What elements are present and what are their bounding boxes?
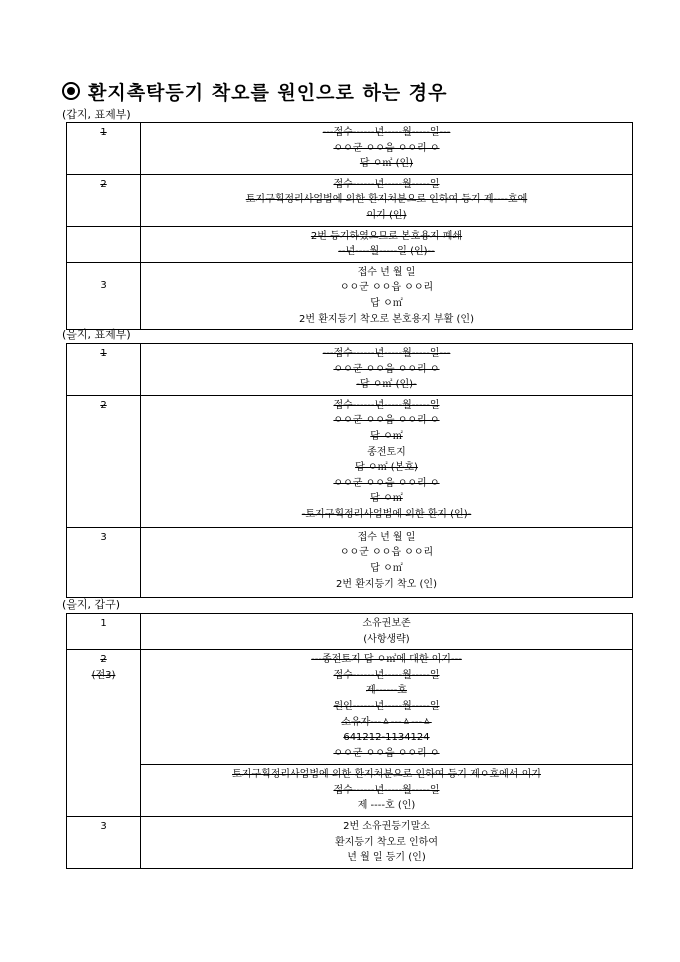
row-number: 3 — [67, 262, 141, 329]
row-content: 접수------년-----월-----일 토지구획정리사업법에 의한 환지처분으로 인하여 등기 제----호에 이기 (인) — [141, 174, 633, 226]
row-number: 1 — [67, 614, 141, 650]
registry-table-gapji — [66, 122, 633, 330]
table-row — [67, 817, 633, 869]
row-content: 접수 년 월 일 ㅇㅇ군 ㅇㅇ읍 ㅇㅇ리 답 ㅇ㎡ 2번 환지등기 착오 (인) — [141, 527, 633, 597]
section-label-eulji-pyojebu: (을지, 표제부) — [62, 328, 131, 341]
row-number — [67, 226, 141, 262]
row-content: 2번 등기하였으므로 본호용지 폐쇄 --년----월-----일 (인)-- — [141, 226, 633, 262]
table-row — [67, 527, 633, 597]
row-number: 2 (전3) — [67, 650, 141, 817]
table-row — [67, 765, 633, 817]
document-title — [62, 78, 447, 105]
row-number: 1 — [67, 123, 141, 175]
table-row — [67, 650, 633, 765]
row-content: ---접수------년-----월-----일--- ㅇㅇ군 ㅇㅇ읍 ㅇㅇ리 ㅇ -답 ㅇ㎡ (인)- — [141, 344, 633, 396]
bullet-icon — [62, 82, 80, 100]
row-number: 3 — [67, 817, 141, 869]
table-row — [67, 174, 633, 226]
title-text: 환지촉탁등기 착오를 원인으로 하는 경우 — [88, 82, 448, 104]
row-content: 접수 년 월 일 ㅇㅇ군 ㅇㅇ읍 ㅇㅇ리 답 ㅇ㎡ 2번 환지등기 착오로 본호용지 부활 (인) — [141, 262, 633, 329]
table-row — [67, 344, 633, 396]
row-content: 토지구획정리사업법에 의한 환지처분으로 인하여 등기 제ㅇ호에서 이기 접수------년-----월-----일 제 ----호 (인) — [141, 765, 633, 817]
registry-table-eulji-gapgu — [66, 613, 633, 869]
row-content: ---접수------년-----월-----일--- ㅇㅇ군 ㅇㅇ읍 ㅇㅇ리 ㅇ 답 ㅇ㎡ (인) — [141, 123, 633, 175]
row-number: 2 — [67, 395, 141, 527]
row-content: ---종전토지 답 ㅇ㎡에 대한 이기--- 접수------년-----월-----일 제------호 원인------년-----월-----일 소유자---ㅿ---ㅿ---ㅿ 641212-1134124 ㅇㅇ군 ㅇㅇ읍 ㅇㅇ리 ㅇ — [141, 650, 633, 765]
table-row — [67, 614, 633, 650]
row-number: 3 — [67, 527, 141, 597]
row-number: 2 — [67, 174, 141, 226]
row-content: 소유권보존 (사항생략) — [141, 614, 633, 650]
row-content: 2번 소유권등기말소 환지등기 착오로 인하여 년 월 일 등기 (인) — [141, 817, 633, 869]
section-label-eulji-gapgu: (을지, 갑구) — [62, 598, 121, 611]
row-number: 1 — [67, 344, 141, 396]
table-row — [67, 226, 633, 262]
row-content: 접수------년-----월-----일 ㅇㅇ군 ㅇㅇ읍 ㅇㅇ리 ㅇ 답 ㅇ㎡ 종전토지 답 ㅇ㎡ (본호) ㅇㅇ군 ㅇㅇ읍 ㅇㅇ리 ㅇ 답 ㅇ㎡ -토지구획정리사업법에 의한 환지 (인)- — [141, 395, 633, 527]
table-row — [67, 262, 633, 329]
registry-table-eulji-pyojebu — [66, 343, 633, 598]
table-row — [67, 395, 633, 527]
table-row — [67, 123, 633, 175]
section-label-gapji: (갑지, 표제부) — [62, 108, 131, 121]
